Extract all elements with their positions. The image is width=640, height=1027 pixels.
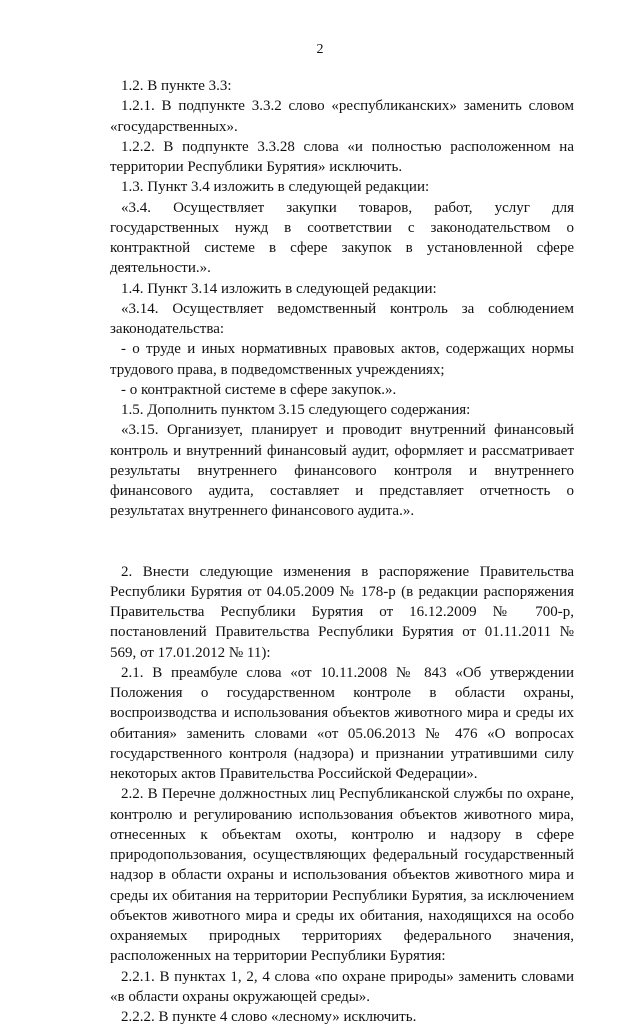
paragraph: 2.1. В преамбуле слова «от 10.11.2008 № 843 «Об утверждении Положения о государственном контроле в области охраны, воспроизводства и использования объектов животного мира и среды их обитания» заменить словами «от 05.06.2013 № 476 «О вопросах государственного контроля (надзора) и признании утратившими силу некоторых актов Правительства Российской Федерации». [110,664,574,782]
paragraph: 2.2.1. В пунктах 1, 2, 4 слова «по охране природы» заменить словами «в области охраны окружающей среды». [110,968,574,1005]
paragraph: 1.3. Пункт 3.4 изложить в следующей редакции: [121,179,430,196]
paragraph: 2.2. В Перечне должностных лиц Республиканской службы по охране, контролю и регулированию использования объектов животного мира, отнесенных к объектам охоты, контролю и надзору в сфере природопользования, осуществляющих федеральный государственный надзор в области охраны и использования объектов животного мира и среды их обитания на территории Республики Бурятия, за исключением объектов животного мира и среды их обитания, находящихся на особо охраняемых природных территориях федерального значения, расположенных на территории Республики Бурятия: [110,786,574,965]
paragraph: 2. Внести следующие изменения в распоряжение Правительства Республики Бурятия от 04.05.2009 № 178-р (в редакции распоряжения Правительства Республики Бурятия от 16.12.2009 № 700-р, постановлений Правительства Республики Бурятия от 01.11.2011 № 569, от 17.01.2012 № 11): [110,563,574,661]
document-body [110,76,574,1027]
paragraph: 2.2.2. В пункте 4 слово «лесному» исключить. [121,1009,417,1025]
paragraph: 1.5. Дополнить пунктом 3.15 следующего содержания: [121,402,471,418]
paragraph: - о контрактной системе в сфере закупок.». [121,381,397,398]
paragraph: - о труде и иных нормативных правовых актов, содержащих нормы трудового права, в подведомственных учреждениях; [110,341,574,378]
paragraph: 1.2. В пункте 3.3: [121,78,232,94]
paragraph: «3.4. Осуществляет закупки товаров, работ, услуг для государственных нужд в соответствии с законодательством о контрактной системе в сфере закупок в установленной сфере деятельности.». [110,199,574,277]
paragraph: 1.2.1. В подпункте 3.3.2 слово «республиканских» заменить словом «государственных». [110,98,574,135]
paragraph: 1.4. Пункт 3.14 изложить в следующей редакции: [121,280,437,297]
paragraph: «3.14. Осуществляет ведомственный контроль за соблюдением законодательства: [110,300,574,337]
paragraph: «3.15. Организует, планирует и проводит внутренний финансовый контроль и внутренний финансовый аудит, оформляет и рассматривает результаты внутреннего финансового контроля и внутреннего финансового аудита, составляет и представляет отчетность о результатах внутреннего финансового аудита.». [110,422,574,520]
paragraph: 1.2.2. В подпункте 3.3.28 слова «и полностью расположенном на территории Республики Бурятия» исключить. [110,138,574,175]
page-number: 2 [316,42,324,57]
